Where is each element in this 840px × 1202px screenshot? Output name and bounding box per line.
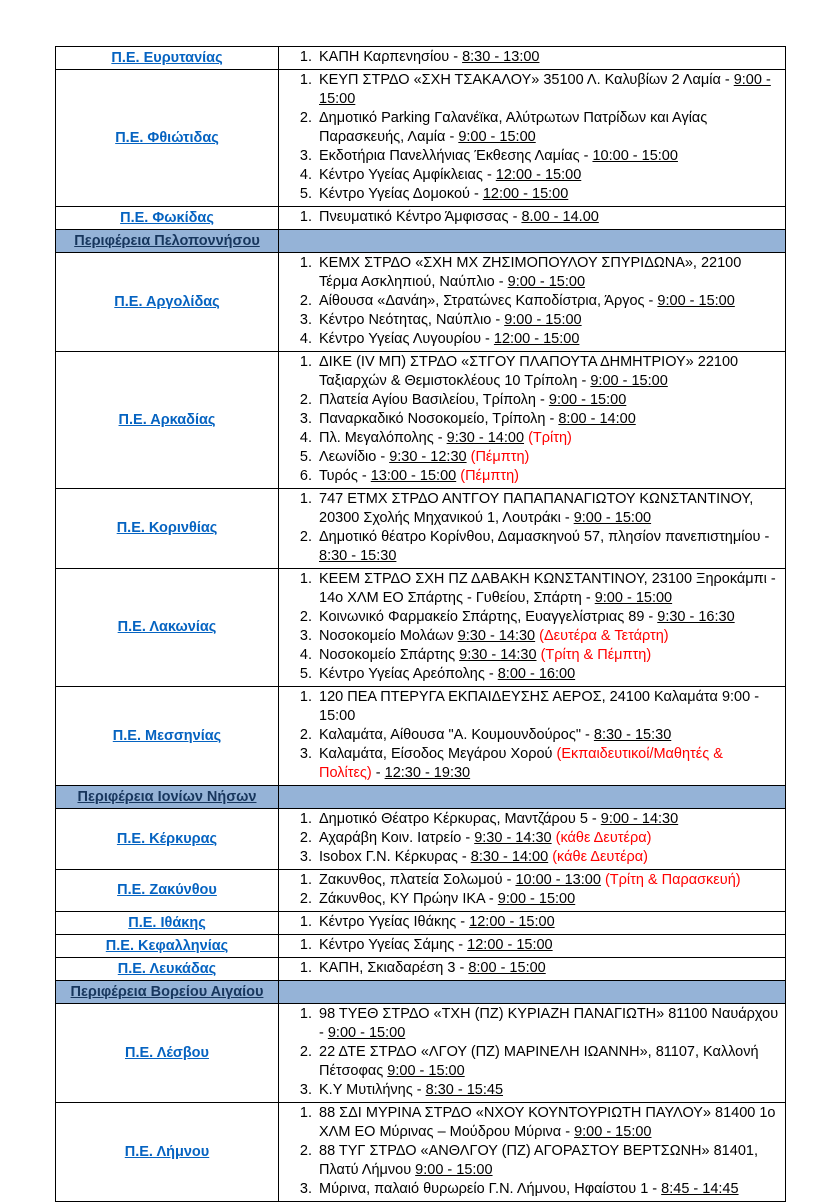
list-item xyxy=(316,448,779,467)
locations-list xyxy=(279,688,779,783)
list-item xyxy=(316,688,779,726)
time-range: 12:30 - 19:30 xyxy=(384,765,471,781)
list-item xyxy=(316,490,779,528)
time-range: 9:00 - 15:00 xyxy=(657,293,735,309)
list-item xyxy=(316,1005,779,1043)
section-header: Περιφέρεια Βορείου Αιγαίου xyxy=(70,984,264,1000)
list-item xyxy=(316,330,779,349)
list-item xyxy=(316,71,779,109)
list-item xyxy=(316,890,779,909)
list-item xyxy=(316,48,779,67)
time-range: 10:00 - 13:00 xyxy=(515,872,601,888)
table-row xyxy=(56,958,786,981)
location-text: Μύρινα, παλαιό θυρωρείο Γ.Ν. Λήμνου, Ηφαίστου 1 - xyxy=(319,1181,662,1197)
location-text: Εκδοτήρια Πανελλήνιας Έκθεσης Λαμίας - xyxy=(319,148,593,164)
locations-list xyxy=(279,936,779,955)
day-note: (Εκπαιδευτικοί/Μαθητές & Πολίτες) xyxy=(319,746,723,781)
location-text: Νοσοκομείο Μολάων xyxy=(319,628,458,644)
region-link[interactable]: Π.Ε. Λευκάδας xyxy=(117,960,217,977)
day-note: (Δευτέρα & Τετάρτη) xyxy=(539,628,669,644)
table-row xyxy=(56,47,786,70)
list-item xyxy=(316,913,779,932)
location-text: ΔΙΚΕ (IV ΜΠ) ΣΤΡΔΟ «ΣΤΓΟΥ ΠΛΑΠΟΥΤΑ ΔΗΜΗΤΡΙΟΥ» 22100 Ταξιαρχών & Θεμιστοκλέους 10 Τρίπολη - xyxy=(319,354,739,389)
list-item xyxy=(316,1180,779,1199)
location-text: 747 ΕΤΜΧ ΣΤΡΔΟ ΑΝΤΓΟΥ ΠΑΠΑΠΑΝΑΓΙΩΤΟΥ ΚΩΝΣΤΑΝΤΙΝΟΥ, 20300 Σχολής Μηχανικού 1, Λουτράκι - xyxy=(319,491,754,526)
list-item xyxy=(316,570,779,608)
list-item xyxy=(316,646,779,665)
location-text: Κέντρο Υγείας Αμφίκλειας - xyxy=(319,167,496,183)
region-cell xyxy=(56,489,279,569)
locations-cell xyxy=(279,47,786,70)
locations-list xyxy=(279,810,779,867)
region-cell xyxy=(56,47,279,70)
time-range: 8:45 - 14:45 xyxy=(661,1181,739,1197)
region-cell xyxy=(56,958,279,981)
section-cell-empty xyxy=(279,230,786,253)
region-link[interactable]: Π.Ε. Λήμνου xyxy=(124,1143,210,1160)
list-item xyxy=(316,1142,779,1180)
time-range: 9:00 - 15:00 xyxy=(507,274,586,290)
location-text: Πνευματικό Κέντρο Άμφισσας - xyxy=(319,209,522,225)
table-row xyxy=(56,687,786,786)
list-item xyxy=(316,429,779,448)
day-note: (Πέμπτη) xyxy=(460,468,519,484)
location-text: 120 ΠΕΑ ΠΤΕΡΥΓΑ ΕΚΠΑΙΔΕΥΣΗΣ ΑΕΡΟΣ, 24100 Καλαμάτα 9:00 - 15:00 xyxy=(319,689,760,724)
list-item xyxy=(316,410,779,429)
section-row xyxy=(56,981,786,1004)
time-range: 8:30 - 15:30 xyxy=(593,727,672,743)
locations-list xyxy=(279,353,779,486)
region-link[interactable]: Π.Ε. Ζακύνθου xyxy=(117,882,217,898)
location-text: Δημοτικό Θέατρο Κέρκυρας, Μαντζάρου 5 - xyxy=(319,811,601,827)
location-text: Αχαράβη Κοιν. Ιατρείο - xyxy=(319,830,475,846)
day-note: (Πέμπτη) xyxy=(470,449,530,465)
region-link[interactable]: Π.Ε. Κέρκυρας xyxy=(116,830,218,847)
region-link[interactable]: Π.Ε. Λέσβου xyxy=(125,1044,209,1061)
list-item xyxy=(316,745,779,783)
list-item xyxy=(316,726,779,745)
region-cell xyxy=(56,70,279,207)
list-item xyxy=(316,109,779,147)
region-cell xyxy=(56,207,279,230)
day-note: (κάθε Δευτέρα) xyxy=(555,830,652,846)
list-item xyxy=(316,292,779,311)
list-item xyxy=(316,810,779,829)
time-range: 12:00 - 15:00 xyxy=(467,937,553,953)
time-range: 9:00 - 15:00 xyxy=(548,392,627,408)
location-text: Πλ. Μεγαλόπολης - xyxy=(319,430,447,446)
section-cell xyxy=(56,981,279,1004)
location-text: Κέντρο Υγείας Αρεόπολης - xyxy=(319,666,498,682)
time-range: 9:00 - 15:00 xyxy=(574,1124,652,1140)
list-item xyxy=(316,391,779,410)
list-item xyxy=(316,627,779,646)
table-row xyxy=(56,1004,786,1103)
section-row xyxy=(56,230,786,253)
section-cell xyxy=(56,786,279,809)
time-range: 8:30 - 15:45 xyxy=(425,1082,504,1098)
time-range: 9:00 - 15:00 xyxy=(590,373,668,389)
time-range: 12:00 - 15:00 xyxy=(495,167,582,183)
locations-cell xyxy=(279,253,786,352)
table-row xyxy=(56,253,786,352)
locations-list xyxy=(279,1104,779,1199)
region-link[interactable]: Π.Ε. Αργολίδας xyxy=(114,293,220,310)
region-cell xyxy=(56,809,279,870)
table-row xyxy=(56,870,786,912)
locations-list xyxy=(279,254,779,349)
location-text: Νοσοκομείο Σπάρτης xyxy=(319,647,460,663)
locations-list xyxy=(279,913,779,932)
location-text: Πλατεία Αγίου Βασιλείου, Τρίπολη - xyxy=(319,392,549,408)
region-link[interactable]: Π.Ε. Ευρυτανίας xyxy=(111,49,223,66)
locations-cell xyxy=(279,352,786,489)
locations-list xyxy=(279,48,779,67)
region-link[interactable]: Π.Ε. Κεφαλληνίας xyxy=(105,937,229,954)
day-note: (κάθε Δευτέρα) xyxy=(552,849,648,865)
time-range: 8:00 - 16:00 xyxy=(497,666,576,682)
locations-cell xyxy=(279,489,786,569)
list-item xyxy=(316,829,779,848)
time-range: 9:30 - 14:30 xyxy=(459,647,537,663)
region-link[interactable]: Π.Ε. Κορινθίας xyxy=(116,520,218,536)
time-range: 9:00 - 14:30 xyxy=(600,811,679,827)
time-range: 9:00 - 15:00 xyxy=(573,510,652,526)
table-body xyxy=(56,47,786,1202)
location-text: ΚΑΠΗ, Σκιαδαρέση 3 - xyxy=(319,960,469,976)
location-text: Δημοτικό θέατρο Κορίνθου, Δαμασκηνού 57, πλησίον πανεπιστημίου - xyxy=(319,529,770,545)
region-link[interactable]: Π.Ε. Λακωνίας xyxy=(117,619,217,635)
location-text: ΚΕΕΜ ΣΤΡΔΟ ΣΧΗ ΠΖ ΔΑΒΑΚΗ ΚΩΝΣΤΑΝΤΙΝΟΥ, 23100 Ξηροκάμπι - 14ο ΧΛΜ ΕΟ Σπάρτης - Γυθείου, Σπάρτη - xyxy=(319,571,776,606)
location-text: 88 ΤΥΓ ΣΤΡΔΟ «ΑΝΘΛΓΟΥ (ΠΖ) ΑΓΟΡΑΣΤΟΥ ΒΕΡΤΣΩΝΗ» 81401, Πλατύ Λήμνου xyxy=(319,1143,758,1178)
locations-list xyxy=(279,208,779,227)
location-text: Κέντρο Υγείας Λυγουρίου - xyxy=(319,331,494,347)
location-text: Isobox Γ.Ν. Κέρκυρας - xyxy=(319,849,471,865)
region-link[interactable]: Π.Ε. Φθιώτιδας xyxy=(115,129,219,146)
locations-cell xyxy=(279,207,786,230)
time-range: 9:00 - 15:00 xyxy=(415,1162,493,1178)
locations-cell xyxy=(279,70,786,207)
locations-list xyxy=(279,71,779,204)
region-cell xyxy=(56,870,279,912)
table-row xyxy=(56,912,786,935)
location-text: ΚΕΜΧ ΣΤΡΔΟ «ΣΧΗ ΜΧ ΖΗΣΙΜΟΠΟΥΛΟΥ ΣΠΥΡΙΔΩΝΑ», 22100 Τέρμα Ασκληπιού, Ναύπλιο - xyxy=(319,255,742,290)
list-item xyxy=(316,608,779,627)
location-text: Παναρκαδικό Νοσοκομείο, Τρίπολη - xyxy=(319,411,559,427)
region-cell xyxy=(56,1004,279,1103)
time-range: 9:00 - 15:00 xyxy=(327,1025,406,1041)
list-item xyxy=(316,353,779,391)
location-text: Καλαμάτα, Είσοδος Μεγάρου Χορού xyxy=(319,746,557,762)
region-link[interactable]: Π.Ε. Μεσσηνίας xyxy=(112,727,222,744)
region-link[interactable]: Π.Ε. Φωκίδας xyxy=(120,209,214,226)
location-text: Κέντρο Υγείας Ιθάκης - xyxy=(319,914,470,930)
time-range: 9:00 - 15:00 xyxy=(504,312,582,328)
locations-list xyxy=(279,959,779,978)
location-text: Δημοτικό Parking Γαλανέϊκα, Αλύτρωτων Πατρίδων και Αγίας Παρασκευής, Λαμία - xyxy=(319,110,708,145)
section-header: Περιφέρεια Ιονίων Νήσων xyxy=(77,789,257,805)
region-cell xyxy=(56,569,279,687)
locations-cell xyxy=(279,935,786,958)
locations-cell xyxy=(279,912,786,935)
location-text: Λεωνίδιο - xyxy=(319,449,390,465)
list-item xyxy=(316,1081,779,1100)
location-text: Κέντρο Υγείας Δομοκού - xyxy=(319,186,483,202)
location-text: Κέντρο Νεότητας, Ναύπλιο - xyxy=(319,312,505,328)
location-text: Τυρός - xyxy=(319,468,371,484)
list-item xyxy=(316,959,779,978)
time-range: 13:00 - 15:00 xyxy=(370,468,457,484)
locations-list xyxy=(279,570,779,684)
section-header: Περιφέρεια Πελοποννήσου xyxy=(74,233,260,249)
time-range: 12:00 - 15:00 xyxy=(482,186,569,202)
time-range: 10:00 - 15:00 xyxy=(592,148,678,164)
section-cell-empty xyxy=(279,981,786,1004)
locations-cell xyxy=(279,687,786,786)
region-cell xyxy=(56,687,279,786)
time-range: 9:00 - 15:00 xyxy=(387,1063,465,1079)
region-cell xyxy=(56,935,279,958)
list-item xyxy=(316,208,779,227)
list-item xyxy=(316,871,779,890)
table-row xyxy=(56,207,786,230)
location-text: Κ.Υ Μυτιλήνης - xyxy=(319,1082,426,1098)
time-range: 12:00 - 15:00 xyxy=(493,331,580,347)
list-item xyxy=(316,185,779,204)
vaccination-locations-table xyxy=(55,46,786,1202)
location-text: Αίθουσα «Δανάη», Στρατώνες Καποδίστρια, Άργος - xyxy=(319,293,658,309)
table-row xyxy=(56,809,786,870)
location-text: Καλαμάτα, Αίθουσα "Α. Κουμουνδούρος" - xyxy=(319,727,594,743)
location-text: - xyxy=(371,765,385,781)
list-item xyxy=(316,147,779,166)
list-item xyxy=(316,1043,779,1081)
region-cell xyxy=(56,253,279,352)
locations-cell xyxy=(279,870,786,912)
list-item xyxy=(316,311,779,330)
region-link[interactable]: Π.Ε. Αρκαδίας xyxy=(118,411,216,428)
table-row xyxy=(56,569,786,687)
time-range: 9:30 - 14:30 xyxy=(457,628,536,644)
time-range: 8:00 - 14:00 xyxy=(558,411,636,427)
day-note: (Τρίτη) xyxy=(528,430,572,446)
location-text: Ζακυνθος, πλατεία Σολωμού - xyxy=(319,872,516,888)
locations-cell xyxy=(279,1004,786,1103)
time-range: 9:00 - 15:00 xyxy=(594,590,673,606)
region-cell xyxy=(56,1103,279,1202)
locations-cell xyxy=(279,1103,786,1202)
locations-list xyxy=(279,871,779,909)
list-item xyxy=(316,665,779,684)
list-item xyxy=(316,936,779,955)
list-item xyxy=(316,467,779,486)
time-range: 9:00 - 15:00 xyxy=(458,129,536,145)
table-row xyxy=(56,489,786,569)
locations-cell xyxy=(279,958,786,981)
section-cell-empty xyxy=(279,786,786,809)
list-item xyxy=(316,1104,779,1142)
time-range: 9:30 - 14:30 xyxy=(474,830,552,846)
table-row xyxy=(56,70,786,207)
location-text: Κοινωνικό Φαρμακείο Σπάρτης, Ευαγγελίστριας 89 - xyxy=(319,609,658,625)
region-cell xyxy=(56,352,279,489)
location-text: Κέντρο Υγείας Σάμης - xyxy=(319,937,468,953)
locations-list xyxy=(279,1005,779,1100)
list-item xyxy=(316,254,779,292)
time-range: 8.00 - 14.00 xyxy=(521,209,599,225)
location-text: Ζάκυνθος, ΚΥ Πρώην ΙΚΑ - xyxy=(319,891,498,907)
region-cell xyxy=(56,912,279,935)
table-row xyxy=(56,1103,786,1202)
table-row xyxy=(56,352,786,489)
section-cell xyxy=(56,230,279,253)
locations-cell xyxy=(279,569,786,687)
day-note: (Τρίτη & Παρασκευή) xyxy=(604,872,741,888)
day-note: (Τρίτη & Πέμπτη) xyxy=(540,647,652,663)
location-text: 22 ΔΤΕ ΣΤΡΔΟ «ΛΓΟΥ (ΠΖ) ΜΑΡΙΝΕΛΗ ΙΩΑΝΝΗ», 81107, Καλλονή Πέτσοφας xyxy=(319,1044,759,1079)
region-link[interactable]: Π.Ε. Ιθάκης xyxy=(128,914,206,931)
time-range: 8:30 - 14:00 xyxy=(470,849,549,865)
time-range: 8:30 - 13:00 xyxy=(462,49,540,65)
time-range: 8:30 - 15:30 xyxy=(319,548,397,564)
section-row xyxy=(56,786,786,809)
location-text: ΚΕΥΠ ΣΤΡΔΟ «ΣΧΗ ΤΣΑΚΑΛΟΥ» 35100 Λ. Καλυβίων 2 Λαμία - xyxy=(319,72,734,88)
time-range: 8:00 - 15:00 xyxy=(468,960,546,976)
time-range: 9:30 - 12:30 xyxy=(389,449,467,465)
time-range: 9:30 - 14:00 xyxy=(446,430,525,446)
time-range: 9:30 - 16:30 xyxy=(657,609,735,625)
list-item xyxy=(316,848,779,867)
table-row xyxy=(56,935,786,958)
time-range: 9:00 - 15:00 xyxy=(319,72,771,107)
location-text: 88 ΣΔΙ ΜΥΡΙΝΑ ΣΤΡΔΟ «ΝΧΟΥ ΚΟΥΝΤΟΥΡΙΩΤΗ ΠΑΥΛΟΥ» 81400 1ο ΧΛΜ ΕΟ Μύρινας – Μούδρου Μύρινα - xyxy=(319,1105,776,1140)
location-text: ΚΑΠΗ Καρπενησίου - xyxy=(319,49,463,65)
time-range: 9:00 - 15:00 xyxy=(497,891,576,907)
location-text: 98 ΤΥΕΘ ΣΤΡΔΟ «ΤΧΗ (ΠΖ) ΚΥΡΙΑΖΗ ΠΑΝΑΓΙΩΤΗ» 81100 Ναυάρχου - xyxy=(319,1006,779,1041)
locations-cell xyxy=(279,809,786,870)
time-range: 12:00 - 15:00 xyxy=(469,914,555,930)
locations-list xyxy=(279,490,779,566)
list-item xyxy=(316,166,779,185)
list-item xyxy=(316,528,779,566)
